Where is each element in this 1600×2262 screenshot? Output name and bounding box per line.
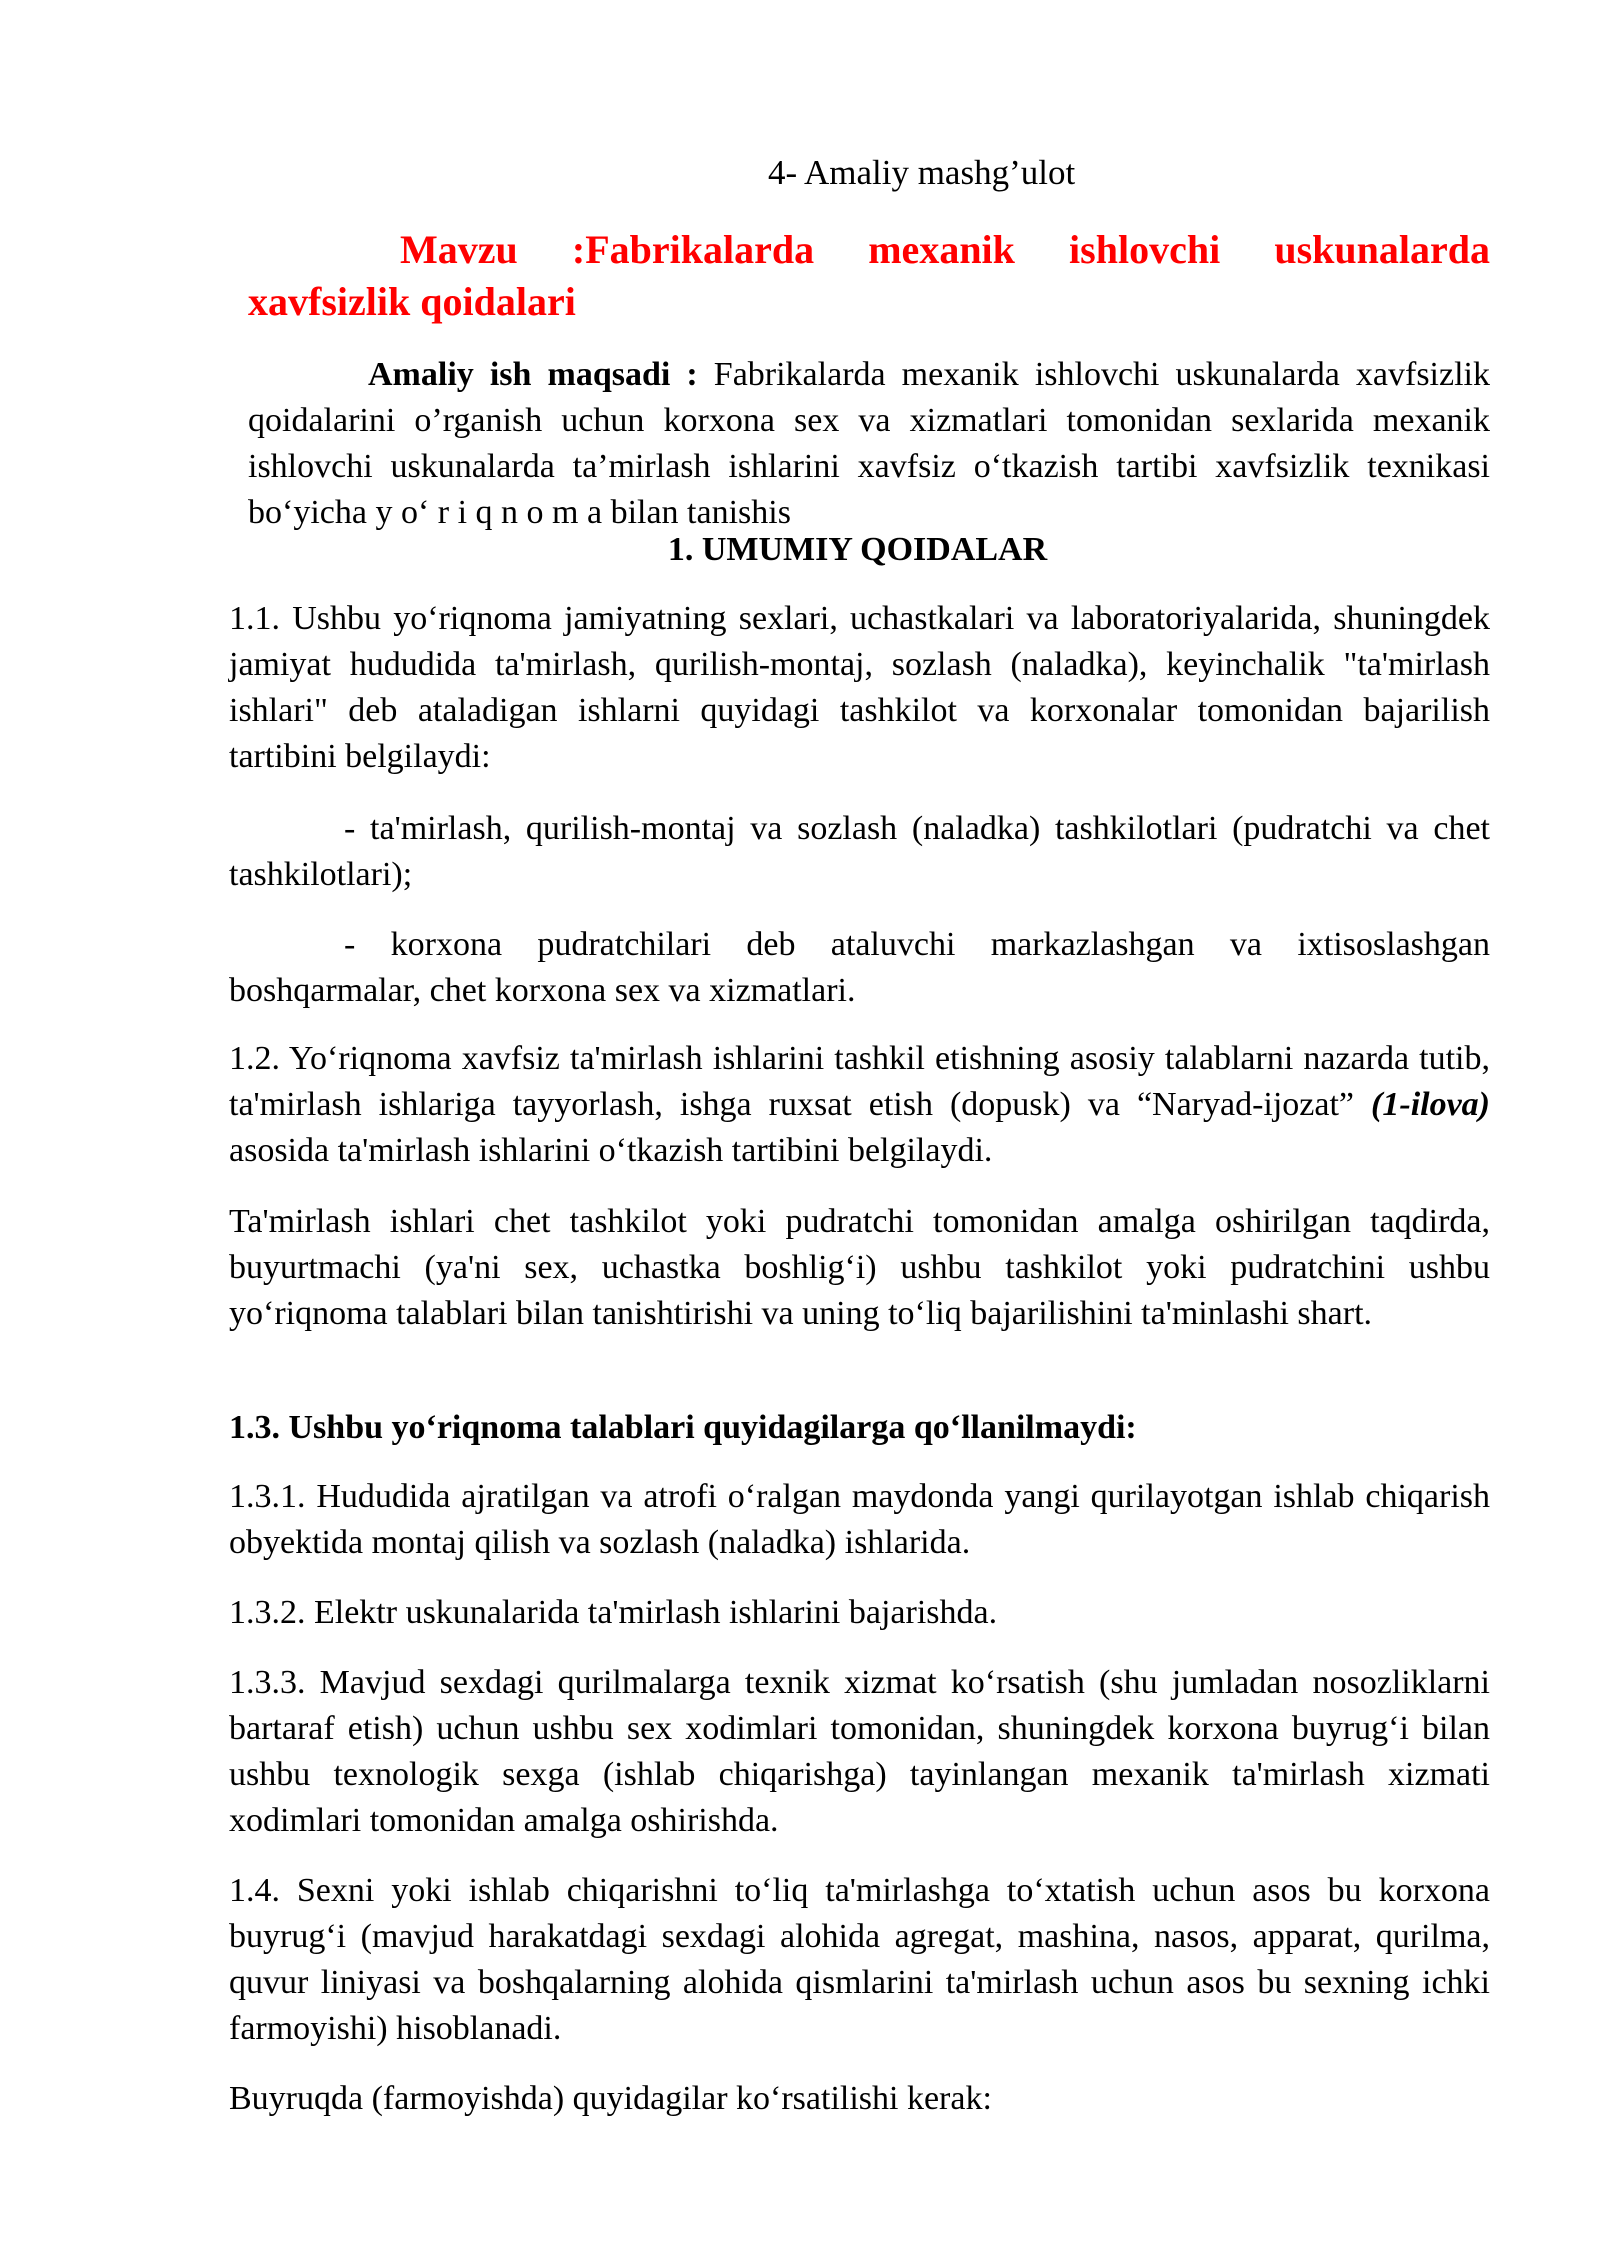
paragraph-1-2 <box>229 1036 1490 1174</box>
section-title: 1. UMUMIY QOIDALAR <box>667 531 1048 568</box>
paragraph-1-1: 1.1. Ushbu yo‘riqnoma jamiyatning sexlari, uchastkalari va laboratoriyalarida, shuningdek jamiyat hududida ta'mirlash, qurilish-montaj, sozlash (naladka), keyinchalik "ta'mirlash ishlari" deb ataladigan ishlarni quyidagi tashkilot va korxonalar tomonidan bajarilish tartibini belgilaydi: <box>229 600 1490 775</box>
topic-title-line1: Mavzu :Fabrikalarda mexanik ishlovchi uskunalarda <box>400 227 1490 272</box>
paragraph-1-3-2: 1.3.2. Elektr uskunalarida ta'mirlash ishlarini bajarishda. <box>229 1594 998 1631</box>
purpose-label: Amaliy ish maqsadi : <box>368 356 698 393</box>
paragraph-1-2-text-end: asosida ta'mirlash ishlarini o‘tkazish tartibini belgilaydi. <box>229 1132 993 1169</box>
paragraph-contractor: Ta'mirlash ishlari chet tashkilot yoki pudratchi tomonidan amalga oshirilgan taqdirda, buyurtmachi (ya'ni sex, uchastka boshlig‘i) ushbu tashkilot yoki pudratchini ushbu yo‘riqnoma talablari bilan tanishtirishi va uning to‘liq bajarilishini ta'minlashi shart. <box>229 1203 1490 1332</box>
purpose-paragraph <box>248 352 1490 536</box>
paragraph-order: Buyruqda (farmoyishda) quyidagilar ko‘rsatilishi kerak: <box>229 2080 992 2117</box>
bullet-item-1: - ta'mirlash, qurilish-montaj va sozlash (naladka) tashkilotlari (pudratchi va chet tashkilotlari); <box>229 810 1490 893</box>
annex-reference: (1-ilova) <box>1371 1086 1490 1123</box>
practice-heading: 4- Amaliy mashg’ulot <box>768 153 1076 192</box>
paragraph-1-3-3: 1.3.3. Mavjud sexdagi qurilmalarga texnik xizmat ko‘rsatish (shu jumladan nosozliklarni bartaraf etish) uchun ushbu sex xodimlari tomonidan, shuningdek korxona buyrug‘i bilan ushbu texnologik sexga (ishlab chiqarishga) tayinlangan mexanik ta'mirlash xizmati xodimlari tomonidan amalga oshirishda. <box>229 1664 1490 1839</box>
paragraph-1-3-1: 1.3.1. Hududida ajratilgan va atrofi o‘ralgan maydonda yangi qurilayotgan ishlab chiqarish obyektida montaj qilish va sozlash (naladka) ishlarida. <box>229 1478 1490 1561</box>
paragraph-1-2-text: 1.2. Yo‘riqnoma xavfsiz ta'mirlash ishlarini tashkil etishning asosiy talablarni nazarda tutib, ta'mirlash ishlariga tayyorlash, ishga ruxsat etish (dopusk) va “Naryad-ijozat” <box>229 1040 1490 1123</box>
topic-title-line2: xavfsizlik qoidalari <box>248 279 576 324</box>
bullet-item-2: - korxona pudratchilari deb ataluvchi markazlashgan va ixtisoslashgan boshqarmalar, chet korxona sex va xizmatlari. <box>229 926 1490 1009</box>
topic-title <box>248 224 1490 328</box>
paragraph-1-4: 1.4. Sexni yoki ishlab chiqarishni to‘liq ta'mirlashga to‘xtatish uchun asos bu korxona buyrug‘i (mavjud harakatdagi sexdagi alohida agregat, mashina, nasos, apparat, qurilma, quvur liniyasi va boshqalarning alohida qismlarini ta'mirlash uchun asos bu sexning ichki farmoyishi) hisoblanadi. <box>229 1872 1490 2047</box>
purpose-text: Fabrikalarda mexanik ishlovchi uskunalarda xavfsizlik qoidalarini o’rganish uchun korxona sex va xizmatlari tomonidan sexlarida mexanik ishlovchi uskunalarda ta’mirlash ishlarini xavfsiz o‘tkazish tartibi xavfsizlik texnikasi bo‘yicha y o‘ r i q n o m a bilan tanishis <box>248 356 1490 531</box>
paragraph-1-3-title: 1.3. Ushbu yo‘riqnoma talablari quyidagilarga qo‘llanilmaydi: <box>229 1409 1137 1446</box>
